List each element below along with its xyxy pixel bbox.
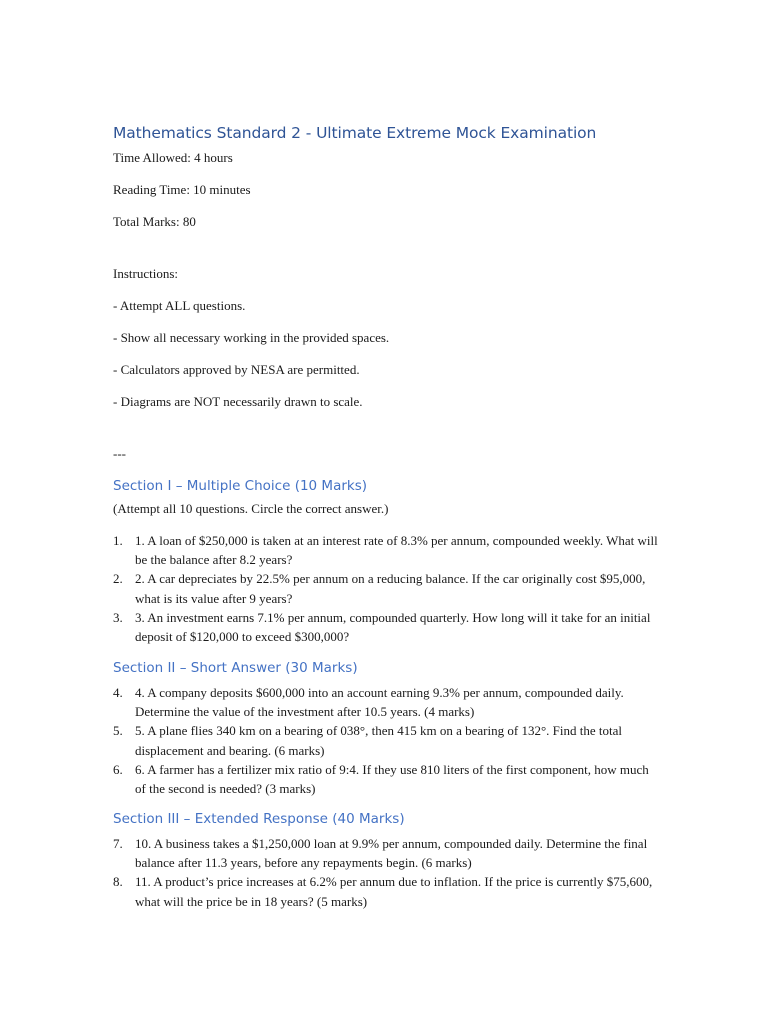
- question-number: 6.: [113, 761, 123, 777]
- separator: ---: [113, 446, 126, 461]
- instruction-item: - Diagrams are NOT necessarily drawn to scale.: [113, 394, 363, 409]
- question-number: 8.: [113, 874, 123, 890]
- question-text: 6. A farmer has a fertilizer mix ratio of 9:4. If they use 810 liters of the first component, how much of the second is needed? (3 marks): [135, 761, 649, 797]
- reading-time: Reading Time: 10 minutes: [113, 182, 251, 197]
- question-text: 11. A product’s price increases at 6.2% per annum due to inflation. If the price is currently $75,600, what will the price be in 18 years? (5 marks): [135, 874, 653, 909]
- question-list: [113, 531, 658, 646]
- question-text: 10. A business takes a $1,250,000 loan at 9.9% per annum, compounded daily. Determine the final balance after 11.3 years, before any repayments begin. (6 marks): [135, 836, 648, 871]
- question-item: [113, 760, 658, 798]
- document-title: Mathematics Standard 2 - Ultimate Extreme Mock Examination: [113, 124, 597, 142]
- question-text: 5. A plane flies 340 km on a bearing of 038°, then 415 km on a bearing of 132°. Find the total displacement and bearing. (6 marks): [135, 723, 622, 758]
- question-list: [113, 683, 658, 798]
- question-text: 1. A loan of $250,000 is taken at an interest rate of 8.3% per annum, compounded weekly. What will be the balance after 8.2 years?: [135, 533, 658, 568]
- question-list: [113, 834, 658, 911]
- instructions-heading: Instructions:: [113, 266, 178, 281]
- instruction-item: - Attempt ALL questions.: [113, 298, 246, 313]
- question-item: [113, 872, 658, 910]
- question-number: 4.: [113, 685, 123, 700]
- question-item: [113, 569, 658, 607]
- question-number: 1.: [113, 533, 123, 548]
- section-heading: Section II – Short Answer (30 Marks): [113, 660, 358, 676]
- question-item: [113, 834, 658, 872]
- question-item: [113, 721, 658, 759]
- question-text: 3. An investment earns 7.1% per annum, compounded quarterly. How long will it take for an initial deposit of $120,000 to exceed $300,000?: [135, 609, 651, 645]
- question-text: 2. A car depreciates by 22.5% per annum on a reducing balance. If the car originally cost $95,000, what is its value after 9 years?: [135, 571, 646, 606]
- question-item: [113, 683, 658, 721]
- section-note: (Attempt all 10 questions. Circle the correct answer.): [113, 501, 389, 516]
- question-number: 3.: [113, 609, 123, 625]
- total-marks: Total Marks: 80: [113, 214, 196, 229]
- section-heading: Section III – Extended Response (40 Marks): [113, 811, 405, 827]
- instruction-item: - Show all necessary working in the provided spaces.: [113, 330, 390, 345]
- section-heading: Section I – Multiple Choice (10 Marks): [113, 478, 368, 494]
- question-number: 2.: [113, 571, 123, 587]
- question-number: 5.: [113, 723, 123, 739]
- question-item: [113, 608, 658, 646]
- time-allowed: Time Allowed: 4 hours: [113, 150, 233, 165]
- question-item: [113, 531, 658, 569]
- question-text: 4. A company deposits $600,000 into an account earning 9.3% per annum, compounded daily. Determine the value of the investment after 10.5 years. (4 marks): [135, 685, 624, 720]
- question-number: 7.: [113, 836, 123, 851]
- instruction-item: - Calculators approved by NESA are permitted.: [113, 362, 360, 377]
